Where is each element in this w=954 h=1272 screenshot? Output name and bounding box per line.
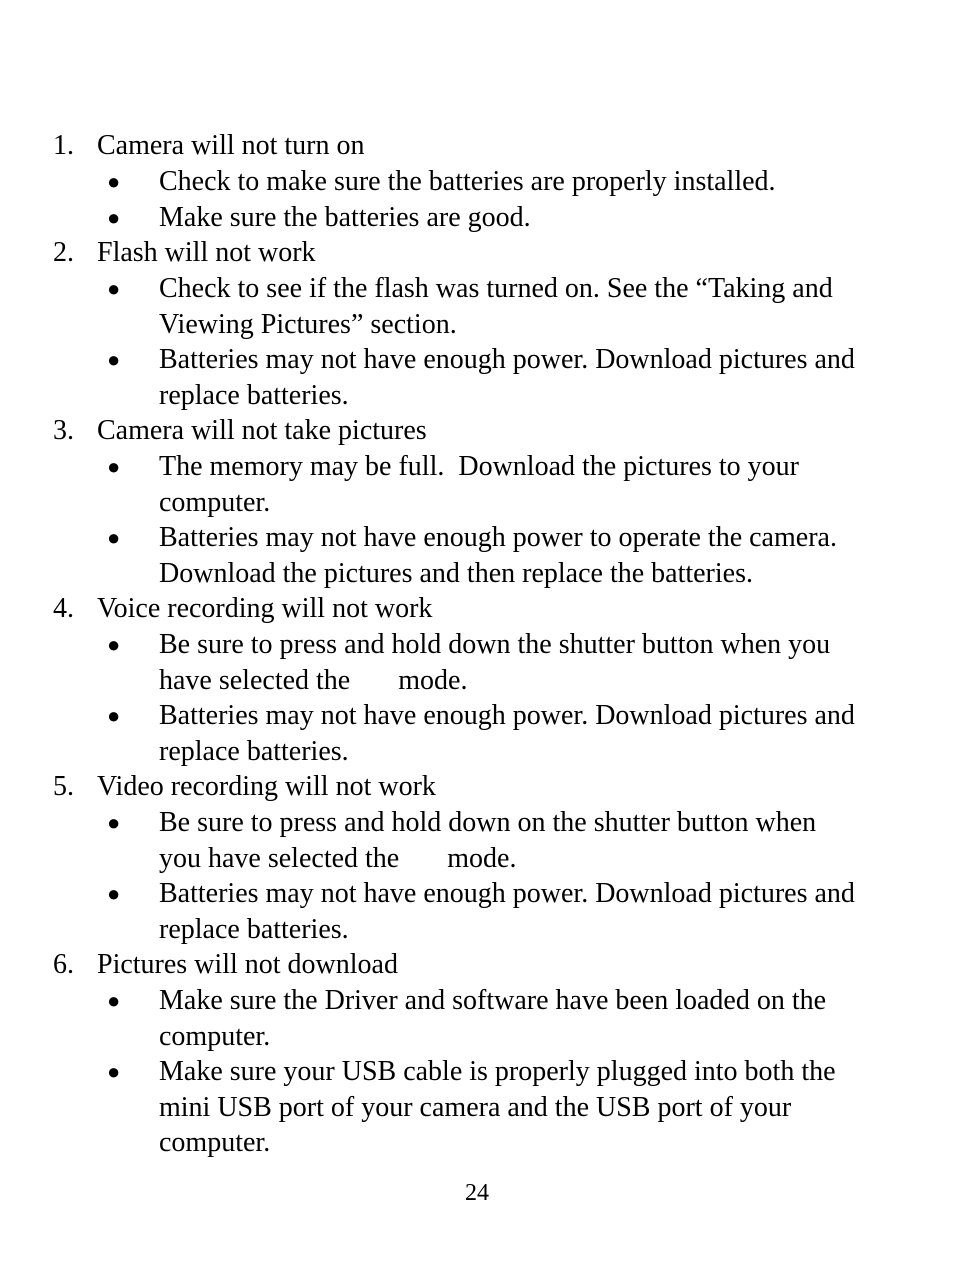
- item-number: 3.: [53, 415, 74, 446]
- bullet-icon: ●: [107, 988, 121, 1013]
- bullet-line: The memory may be full. Download the pictures to your: [159, 451, 799, 482]
- item-title: Voice recording will not work: [97, 593, 433, 624]
- bullet-line: Download the pictures and then replace the batteries.: [159, 557, 753, 589]
- bullet-line: Viewing Pictures” section.: [159, 308, 457, 340]
- bullet-point: [0, 449, 954, 520]
- troubleshooting-list: [0, 128, 954, 1161]
- list-item: [0, 591, 954, 627]
- bullet-point: [0, 164, 954, 200]
- bullet-line: Batteries may not have enough power. Download pictures and: [159, 878, 855, 909]
- item-number: 5.: [53, 771, 74, 802]
- bullet-icon: ●: [107, 632, 121, 657]
- bullet-line: computer.: [159, 1020, 271, 1052]
- item-title: Pictures will not download: [97, 949, 398, 980]
- bullet-point: [0, 271, 954, 342]
- bullet-line: computer.: [159, 1127, 271, 1158]
- bullet-point: [0, 342, 954, 413]
- item-title: Camera will not take pictures: [97, 415, 427, 446]
- bullet-point: [0, 1054, 954, 1161]
- bullet-point: [0, 520, 954, 591]
- page-number: 24: [465, 1180, 489, 1206]
- mode-text-after: mode.: [447, 842, 517, 874]
- bullet-line: Check to see if the flash was turned on. See the “Taking and: [159, 273, 833, 304]
- bullet-point: [0, 627, 954, 698]
- bullet-line: [159, 841, 899, 877]
- bullet-line: replace batteries.: [159, 735, 349, 767]
- list-item: [0, 413, 954, 449]
- bullet-line: [159, 663, 899, 699]
- bullet-line: mini USB port of your camera and the USB port of your: [159, 1091, 792, 1123]
- list-item: [0, 769, 954, 805]
- bullet-line: Make sure your USB cable is properly plugged into both the: [159, 1056, 836, 1087]
- bullet-line: Be sure to press and hold down on the shutter button when: [159, 807, 817, 838]
- bullet-icon: ●: [107, 169, 121, 194]
- bullet-line: Batteries may not have enough power. Download pictures and: [159, 344, 855, 375]
- bullet-icon: ●: [107, 347, 121, 372]
- bullet-icon: ●: [107, 881, 121, 906]
- bullet-icon: ●: [107, 810, 121, 835]
- item-title: Video recording will not work: [97, 771, 436, 802]
- bullet-line: Check to make sure the batteries are properly installed.: [159, 166, 776, 197]
- item-number: 1.: [53, 130, 74, 161]
- list-item: [0, 128, 954, 164]
- bullet-icon: ●: [107, 454, 121, 479]
- bullet-icon: ●: [107, 204, 121, 230]
- bullet-icon: ●: [107, 703, 121, 728]
- bullet-line: Batteries may not have enough power to operate the camera.: [159, 522, 837, 553]
- bullet-line: Be sure to press and hold down the shutter button when you: [159, 629, 831, 660]
- bullet-point: [0, 698, 954, 769]
- list-item: [0, 947, 954, 983]
- bullet-point: [0, 805, 954, 876]
- bullet-icon: ●: [107, 525, 121, 550]
- bullet-point: [0, 983, 954, 1054]
- bullet-line: replace batteries.: [159, 379, 349, 411]
- item-title: Camera will not turn on: [97, 130, 365, 161]
- mode-text-before: have selected the: [159, 664, 351, 696]
- item-number: 6.: [53, 949, 74, 980]
- list-item: [0, 235, 954, 271]
- mode-text-after: mode.: [398, 664, 468, 696]
- bullet-point: [0, 876, 954, 947]
- bullet-point: [0, 200, 954, 236]
- item-number: 2.: [53, 237, 74, 268]
- bullet-line: replace batteries.: [159, 913, 349, 945]
- bullet-line: Make sure the Driver and software have been loaded on the: [159, 985, 827, 1016]
- bullet-line: computer.: [159, 486, 271, 518]
- bullet-icon: ●: [107, 276, 121, 301]
- bullet-line: Make sure the batteries are good.: [159, 201, 531, 233]
- item-title: Flash will not work: [97, 237, 316, 268]
- bullet-icon: ●: [107, 1059, 121, 1084]
- mode-text-before: you have selected the: [159, 842, 400, 874]
- bullet-line: Batteries may not have enough power. Download pictures and: [159, 700, 855, 731]
- item-number: 4.: [53, 593, 74, 624]
